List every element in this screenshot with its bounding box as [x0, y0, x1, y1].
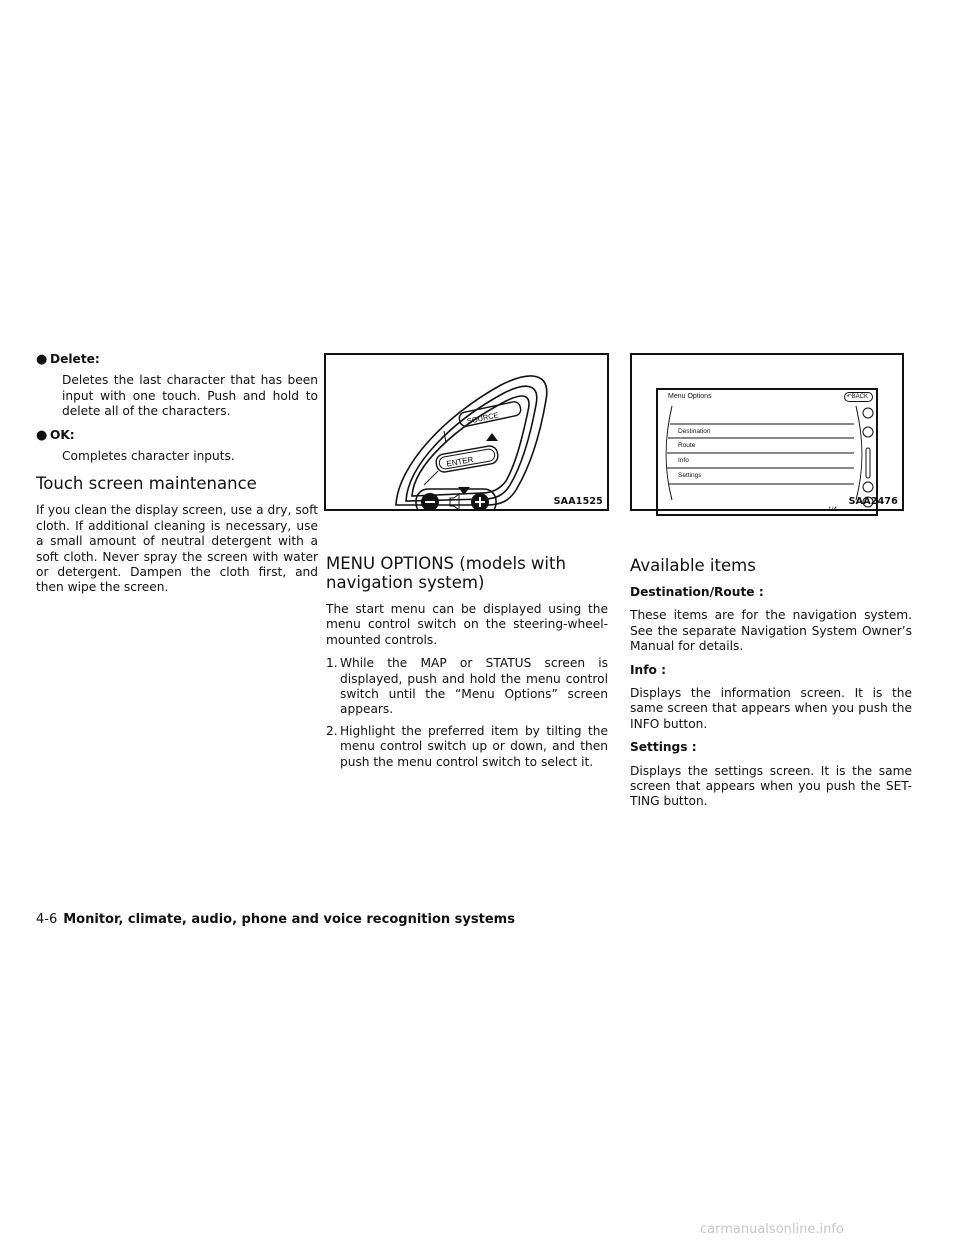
speaker-icon [450, 494, 459, 509]
step-text: While the MAP or STATUS screen is displayed, push and hold the menu control switch until the “Menu Options” screen appears. [340, 656, 608, 717]
step-text: Highlight the preferred item by tilting the menu control switch up or down, and then push the menu control switch to select it. [340, 723, 608, 769]
bullet-label: OK: [50, 427, 75, 442]
item-label: Destination/Route : [630, 585, 764, 599]
menu-options-intro: The start menu can be displayed using the menu control switch on the steering-wheel-mounted controls. [326, 602, 608, 647]
watermark: carmanualsonline.info [700, 1222, 844, 1237]
right-column [630, 556, 912, 818]
figure-label: SAA2476 [848, 496, 898, 507]
scroll-top-icon [863, 408, 873, 418]
bullet-icon: ● [36, 352, 48, 367]
maintenance-heading: Touch screen maintenance [36, 474, 257, 494]
bullet-label: Delete: [50, 352, 100, 366]
bullet-icon: ● [36, 427, 48, 443]
item-text: Displays the settings screen. It is the same screen that appears when you push the SET-TING button. [630, 763, 912, 809]
bullet-text: Deletes the last character that has been input with one touch. Push and hold to delete all of the characters. [62, 373, 318, 419]
list-item [326, 724, 608, 770]
up-arrow-icon [486, 433, 498, 441]
scroll-down-icon [863, 482, 873, 492]
screen-title: Menu Options [668, 393, 712, 400]
back-label: BACK [851, 394, 868, 400]
item-label: Settings : [630, 740, 697, 755]
item-text: Displays the information screen. It is the same screen that appears when you push the INFO button. [630, 686, 912, 731]
scrollbar [866, 448, 870, 478]
left-column [36, 352, 318, 604]
figure-label: SAA1525 [553, 496, 603, 507]
menu-item-settings: Settings [678, 472, 702, 479]
menu-options-heading: MENU OPTIONS (models with navigation system) [326, 554, 566, 592]
steps-list [326, 656, 608, 770]
page-number: 4-6 [36, 912, 58, 927]
steering-switch-illustration [326, 355, 607, 509]
menu-item-info: Info [678, 457, 689, 464]
bullet-delete [36, 352, 318, 367]
middle-column [326, 554, 608, 776]
item-label: Info : [630, 662, 667, 677]
menu-options-screen [656, 388, 878, 516]
bullet-text: Completes character inputs. [62, 449, 235, 464]
back-arrow-icon: ↶ [846, 394, 852, 400]
scroll-up-icon [863, 427, 873, 437]
list-item [326, 656, 608, 718]
step-number: 1. [326, 656, 338, 671]
step-number: 2. [326, 723, 338, 738]
available-items-heading: Available items [630, 556, 756, 575]
page-footer [36, 912, 515, 927]
screen-lines [658, 390, 876, 514]
item-text: These items are for the navigation system. See the separate Navigation System Owner’s Manual for details. [630, 608, 912, 654]
maintenance-text: If you clean the display screen, use a dry, soft cloth. If additional cleaning is necessary, use a small amount of neutral detergent with a soft cloth. Never spray the screen with water or detergent. Dampen the cloth first, and then wipe the screen. [36, 503, 318, 595]
source-button-label: SOURCE [466, 410, 500, 426]
menu-item-route: Route [678, 442, 696, 449]
chapter-title: Monitor, climate, audio, phone and voice recognition systems [63, 912, 515, 927]
menu-item-destination: Destination [678, 428, 711, 435]
steering-switch-figure [324, 353, 609, 511]
menu-options-screen-figure [630, 353, 904, 511]
enter-button-label: ENTER [445, 454, 475, 469]
bullet-ok [36, 428, 318, 443]
page-indicator: 1/4 [828, 506, 838, 513]
